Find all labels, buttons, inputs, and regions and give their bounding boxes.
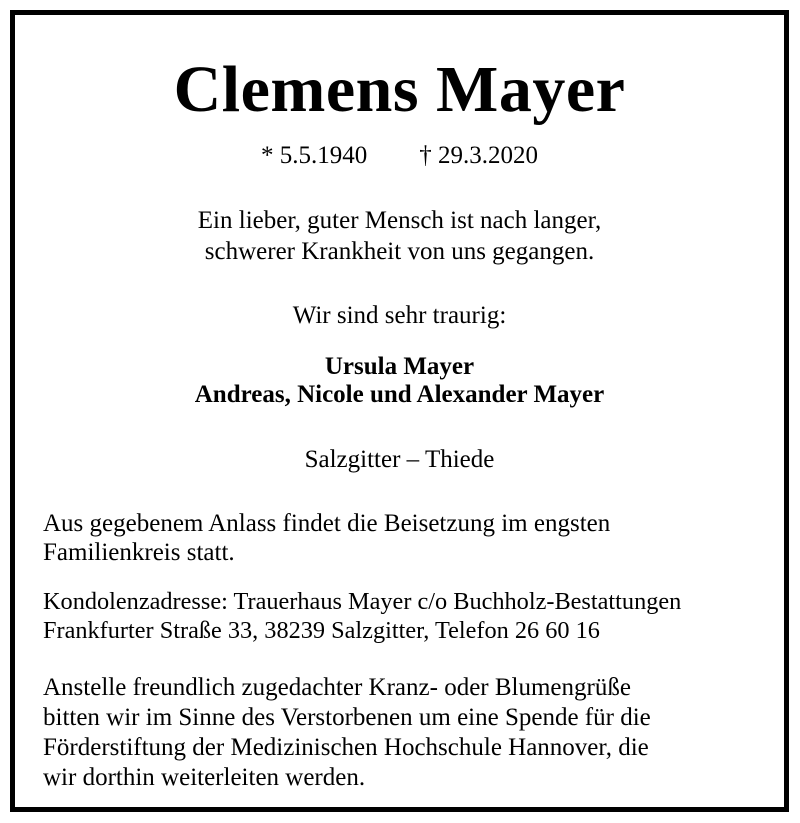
death-date: † 29.3.2020	[419, 142, 538, 169]
deceased-name: Clemens Mayer	[173, 53, 626, 126]
intro-line-1: Ein lieber, guter Mensch ist nach langer,	[197, 207, 602, 234]
life-dates	[15, 141, 784, 171]
donation-line-3: Förderstiftung der Medizinischen Hochschule Hannover, die	[43, 734, 649, 761]
obituary-notice	[10, 10, 789, 812]
donation-line-4: wir dorthin weiterleiten werden.	[43, 764, 366, 791]
burial-line-2: Familienkreis statt.	[43, 539, 235, 566]
condolence-line-2: Frankfurter Straße 33, 38239 Salzgitter, Telefon 26 60 16	[43, 617, 600, 644]
intro-line-2: schwerer Krankheit von uns gegangen.	[204, 238, 595, 265]
birth-date: * 5.5.1940	[261, 142, 368, 169]
place-text: Salzgitter – Thiede	[304, 446, 495, 473]
condolence-line-1: Kondolenzadresse: Trauerhaus Mayer c/o Buchholz-Bestattungen	[43, 588, 682, 615]
mourning-text: Wir sind sehr traurig:	[292, 302, 507, 329]
donation-line-2: bitten wir im Sinne des Verstorbenen um eine Spende für die	[43, 704, 651, 731]
burial-line-1: Aus gegebenem Anlass findet die Beisetzung im engsten	[43, 510, 611, 537]
donation-line-1: Anstelle freundlich zugedachter Kranz- oder Blumengrüße	[43, 674, 631, 701]
family-line-2: Andreas, Nicole und Alexander Mayer	[194, 381, 605, 408]
family-line-1: Ursula Mayer	[324, 353, 475, 380]
